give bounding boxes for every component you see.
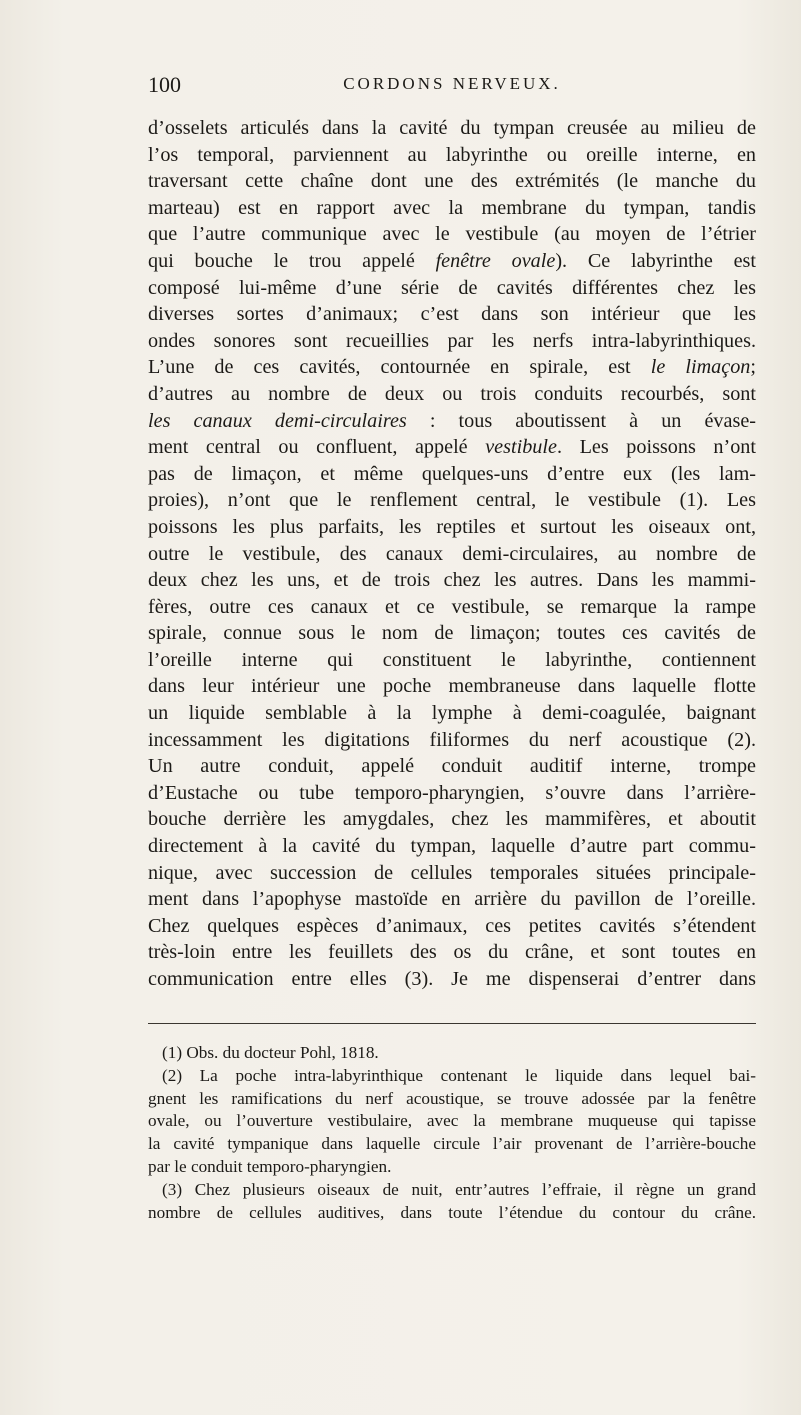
italic-term: vestibule [485, 436, 557, 459]
body-line: outre le vestibule, des canaux demi-circulaires, au nombre de [148, 542, 756, 565]
footnote-line: nombre de cellules auditives, dans toute l’étendue du contour du crâne. [148, 1202, 756, 1222]
italic-term: les canaux demi-circulaires [148, 409, 407, 432]
italic-term: fenêtre ovale [435, 249, 556, 272]
body-line: poissons les plus parfaits, les reptiles et surtout les oiseaux ont, [148, 515, 756, 538]
body-line: très-loin entre les feuillets des os du crâne, et sont toutes en [148, 941, 756, 964]
body-line: pas de limaçon, et même quelques-uns d’entre eux (les lam- [148, 462, 756, 485]
footnotes [148, 1042, 756, 1224]
footnote-rule [148, 1023, 756, 1024]
body-line: traversant cette chaîne dont une des extrémités (le manche du [148, 170, 756, 193]
body-line: les canaux demi-circulaires : tous aboutissent à un évase- [148, 409, 756, 432]
body-line: fères, outre ces canaux et ce vestibule, se remarque la rampe [148, 595, 756, 618]
body-line: ondes sonores sont recueillies par les nerfs intra-labyrinthiques. [148, 329, 756, 352]
footnote-line: la cavité tympanique dans laquelle circule l’air provenant de l’arrière-bouche [148, 1134, 756, 1154]
body-line: deux chez les uns, et de trois chez les autres. Dans les mammi- [148, 569, 756, 592]
body-line: nique, avec succession de cellules temporales situées principale- [148, 861, 756, 884]
body-line: spirale, connue sous le nom de limaçon; toutes ces cavités de [148, 622, 756, 645]
footnote-line: (2) La poche intra-labyrinthique contenant le liquide dans lequel bai- [162, 1065, 756, 1085]
footnote-line: (3) Chez plusieurs oiseaux de nuit, entr’autres l’effraie, il règne un grand [162, 1179, 756, 1199]
body-line: directement à la cavité du tympan, laquelle d’autre part commu- [148, 835, 756, 858]
body-line: d’osselets articulés dans la cavité du tympan creusée au milieu de [148, 117, 756, 139]
page-number: 100 [148, 72, 181, 97]
footnote-line: (1) Obs. du docteur Pohl, 1818. [162, 1043, 379, 1062]
body-line: Un autre conduit, appelé conduit auditif interne, trompe [148, 755, 756, 778]
body-line: communication entre elles (3). Je me dispenserai d’entrer dans [148, 968, 756, 990]
body-line: l’os temporal, parviennent au labyrinthe ou oreille interne, en [148, 143, 756, 166]
body-line: un liquide semblable à la lymphe à demi-coagulée, baignant [148, 702, 756, 725]
body-line: dans leur intérieur une poche membraneuse dans laquelle flotte [148, 675, 756, 698]
body-line: d’Eustache ou tube temporo-pharyngien, s’ouvre dans l’arrière- [148, 781, 756, 804]
body-line: composé lui-même d’une série de cavités différentes chez les [148, 276, 756, 299]
page-header [148, 72, 756, 102]
body-line: d’autres au nombre de deux ou trois conduits recourbés, sont [148, 382, 756, 405]
footnote-line: ovale, ou l’ouverture vestibulaire, avec la membrane muqueuse qui tapisse [148, 1111, 756, 1131]
body-line: qui bouche le trou appelé fenêtre ovale). Ce labyrinthe est [148, 249, 756, 272]
body-line: que l’autre communique avec le vestibule (au moyen de l’étrier [148, 223, 756, 246]
body-line: Chez quelques espèces d’animaux, ces petites cavités s’étendent [148, 914, 756, 937]
italic-term: le limaçon [650, 356, 751, 379]
running-head: CORDONS NERVEUX. [343, 74, 561, 93]
footnote-line: gnent les ramifications du nerf acoustique, se trouve adossée par la fenêtre [148, 1088, 756, 1108]
body-line: bouche derrière les amygdales, chez les mammifères, et aboutit [148, 808, 756, 831]
footnote-line: par le conduit temporo-pharyngien. [148, 1156, 392, 1176]
body-line: diverses sortes d’animaux; c’est dans son intérieur que les [148, 303, 756, 326]
body-line: l’oreille interne qui constituent le labyrinthe, contiennent [148, 648, 756, 671]
body-line: marteau) est en rapport avec la membrane du tympan, tandis [148, 196, 756, 219]
body-line: incessamment les digitations filiformes du nerf acoustique (2). [148, 728, 756, 751]
body-line: proies), n’ont que le renflement central, le vestibule (1). Les [148, 489, 756, 512]
body-line: ment central ou confluent, appelé vestibule. Les poissons n’ont [148, 436, 756, 459]
body-line: ment dans l’apophyse mastoïde en arrière du pavillon de l’oreille. [148, 888, 756, 911]
body-line: L’une de ces cavités, contournée en spirale, est le limaçon; [148, 356, 756, 379]
body-text [148, 115, 756, 993]
